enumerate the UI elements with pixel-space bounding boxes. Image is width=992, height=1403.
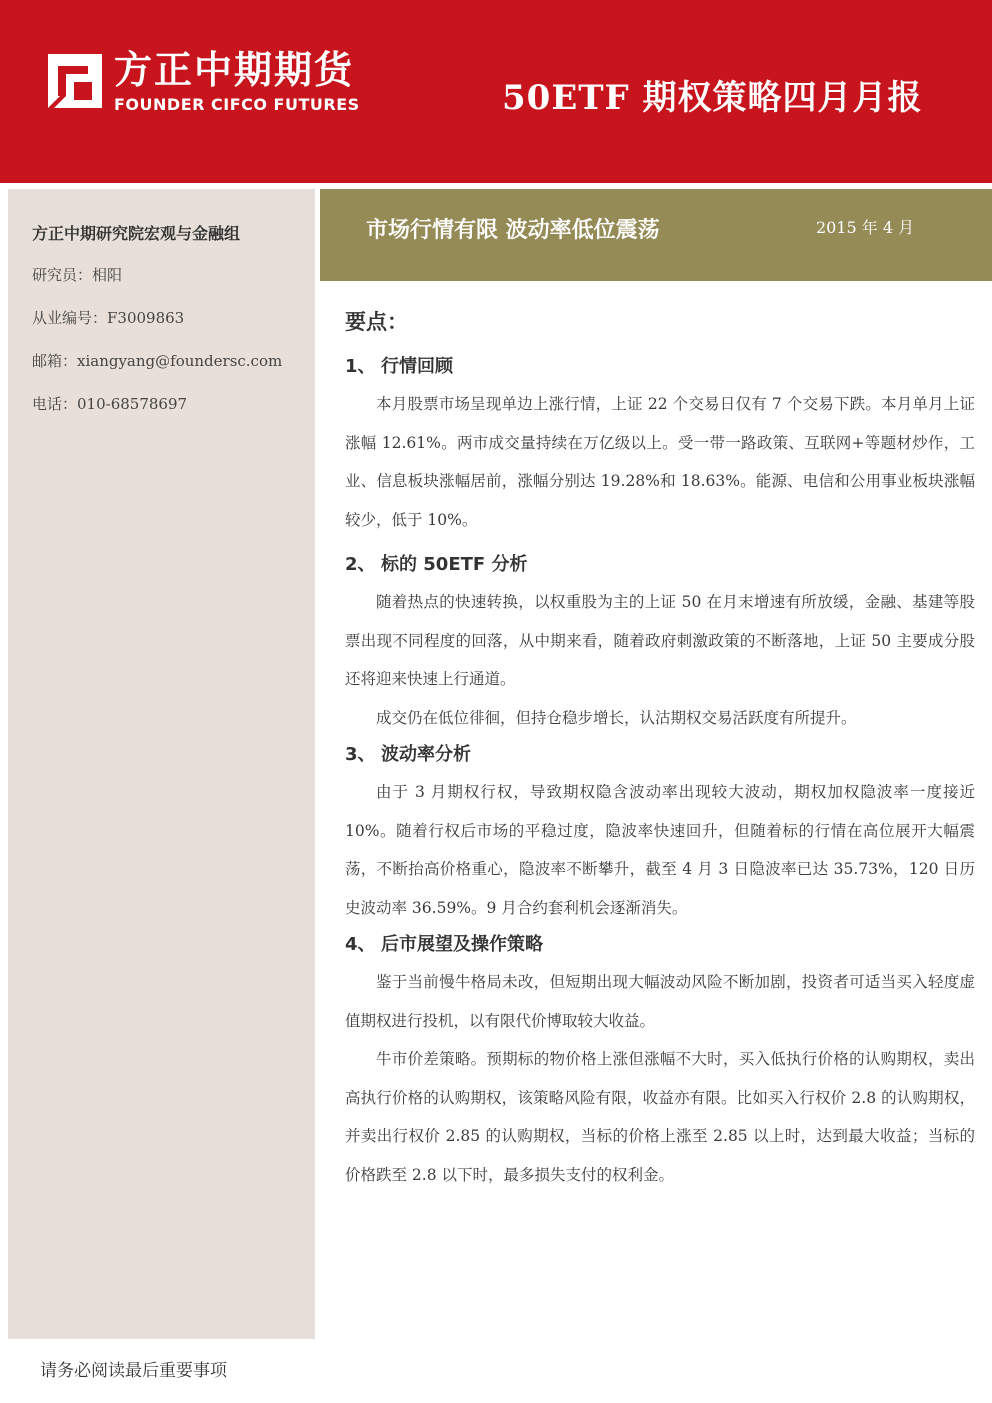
phone-number: 电话：010-68578697	[32, 395, 188, 413]
section-heading	[345, 737, 975, 773]
section-number: 2、	[345, 554, 376, 575]
section-title: 标的 50ETF 分析	[381, 554, 528, 575]
report-title: 50ETF 期权策略四月月报	[502, 78, 923, 118]
section-number: 3、	[345, 744, 376, 765]
report-header	[0, 0, 992, 183]
section-title: 后市展望及操作策略	[381, 934, 543, 955]
section-number: 1、	[345, 356, 376, 377]
report-date: 2015 年 4 月	[816, 218, 915, 237]
section-number: 4、	[345, 934, 376, 955]
paragraph: 鉴于当前慢牛格局未改，但短期出现大幅波动风险不断加剧，投资者可适当买入轻度虚值期权进行投机，以有限代价博取较大收益。	[345, 973, 975, 1030]
banner-title: 市场行情有限 波动率低位震荡	[366, 218, 660, 243]
disclaimer-notice: 请务必阅读最后重要事项	[40, 1361, 227, 1381]
section-market-review	[345, 349, 975, 539]
paragraph: 成交仍在低位徘徊，但持仓稳步增长，认沽期权交易活跃度有所提升。	[376, 708, 857, 727]
section-outlook-strategy	[345, 927, 975, 1194]
license-number: 从业编号：F3009863	[32, 309, 185, 327]
paragraph: 本月股票市场呈现单边上涨行情，上证 22 个交易日仅有 7 个交易下跌。本月单月上证涨幅 12.61%。两市成交量持续在万亿级以上。受一带一路政策、互联网+等题材炒作，工业、信息板块涨幅居前，涨幅分别达 19.28%和 18.63%。能源、电信和公用事业板块涨幅较少，低于 10%。	[345, 395, 975, 529]
section-title: 波动率分析	[381, 744, 471, 765]
section-50etf-analysis	[345, 547, 975, 737]
author-sidebar	[8, 189, 315, 1339]
section-title: 行情回顾	[381, 356, 453, 377]
section-heading	[345, 927, 975, 963]
founder-logo-icon	[48, 54, 102, 108]
paragraph: 牛市价差策略。预期标的物价格上涨但涨幅不大时，买入低执行价格的认购期权，卖出高执行价格的认购期权，该策略风险有限，收益亦有限。比如买入行权价 2.8 的认购期权，并卖出行权价 2.85 的认购期权，当标的价格上涨至 2.85 以上时，达到最大收益；当标的价格跌至 2.8 以下时，最多损失支付的权利金。	[345, 1050, 975, 1184]
section-heading	[345, 547, 975, 583]
report-banner	[320, 189, 992, 281]
keypoints-heading: 要点：	[345, 310, 408, 334]
paragraph: 随着热点的快速转换，以权重股为主的上证 50 在月末增速有所放缓，金融、基建等股票出现不同程度的回落，从中期来看，随着政府刺激政策的不断落地，上证 50 主要成分股还将迎来快速上行通道。	[345, 593, 975, 688]
main-content	[345, 305, 975, 1194]
section-volatility-analysis	[345, 737, 975, 927]
paragraph: 由于 3 月期权行权，导致期权隐含波动率出现较大波动，期权加权隐波率一度接近 10%。随着行权后市场的平稳过度，隐波率快速回升，但随着标的行情在高位展开大幅震荡，不断抬高价格重心，隐波率不断攀升，截至 4 月 3 日隐波率已达 35.73%，120 日历史波动率 36.59%。9 月合约套利机会逐渐消失。	[345, 783, 975, 917]
brand-name-cn: 方正中期期货	[114, 48, 355, 92]
org-name: 方正中期研究院宏观与金融组	[32, 224, 241, 243]
brand-name-en: FOUNDER CIFCO FUTURES	[114, 95, 360, 114]
researcher-name: 研究员：相阳	[32, 266, 123, 284]
section-heading	[345, 349, 975, 385]
email-address: 邮箱：xiangyang@foundersc.com	[32, 352, 283, 370]
